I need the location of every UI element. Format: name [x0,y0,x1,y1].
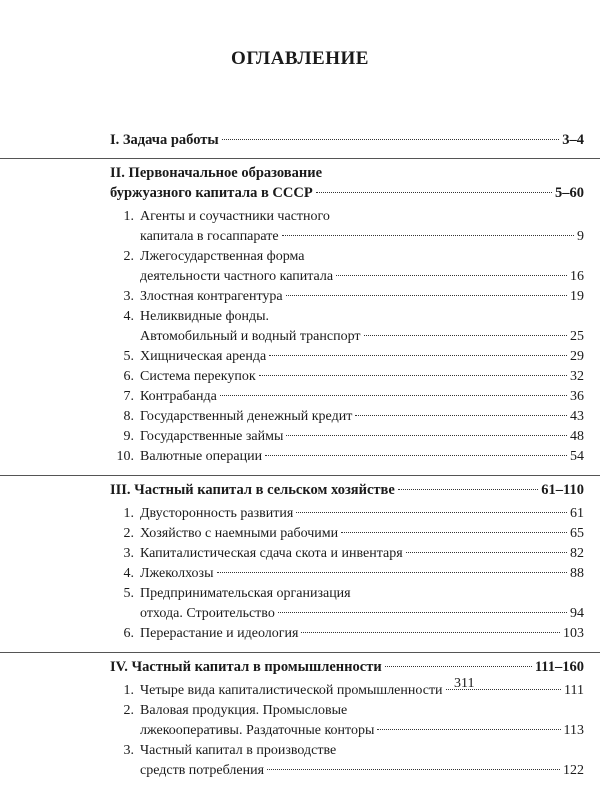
entry-number: 10. [116,449,134,464]
entry-number: 4. [123,566,134,581]
chapter-title-line [110,659,584,679]
entry-title: капитала в госаппарате [140,229,279,244]
toc-chapter [0,126,600,158]
entry-title: отхода. Строительство [140,606,275,621]
dot-leader [406,552,567,553]
entry-number: 1. [123,506,134,521]
entry-page: 19 [570,289,584,304]
chapter-title-text: III. Частный капитал в сельском хозяйстве [110,482,395,498]
page-title: ОГЛАВЛЕНИЕ [231,48,369,69]
toc-entry-line [110,526,584,546]
toc-entry-line [110,369,584,389]
entry-title: Перерастание и идеология [140,626,299,641]
chapter-page-range: 61–110 [541,482,584,498]
toc-entry-line [110,329,584,349]
entry-page: 111 [564,683,584,698]
dot-leader [269,355,567,356]
entry-page: 122 [563,763,584,778]
table-of-contents [0,126,600,789]
entry-title: Четыре вида капиталистической промышленности [140,683,443,698]
dot-leader [398,489,538,490]
dot-leader [259,375,567,376]
entry-page: 65 [570,526,584,541]
chapter-title-line [110,482,584,502]
toc-entry-line [110,409,584,429]
dot-leader [341,532,567,533]
dot-leader [267,769,560,770]
toc-entry-line [110,743,584,763]
chapter-title-text: IV. Частный капитал в промышленности [110,659,382,675]
entry-page: 36 [570,389,584,404]
chapter-title-text: II. Первоначальное образование [110,165,323,181]
entry-number: 2. [123,703,134,718]
entry-page: 113 [563,723,584,738]
entry-number: 4. [123,309,134,324]
entry-page: 88 [570,566,584,581]
entry-page: 61 [570,506,584,521]
dot-leader [301,632,560,633]
dot-leader [355,415,567,416]
entry-number: 7. [123,389,134,404]
entry-title: средств потребления [140,763,265,778]
entry-page: 48 [570,429,584,444]
entry-title: Двусторонность развития [140,506,294,521]
entry-number: 1. [123,209,134,224]
entry-page: 54 [570,449,584,464]
toc-entry-line [110,586,584,606]
entry-title: Агенты и соучастники частного [140,209,330,224]
toc-entry-line [110,683,584,703]
entry-title: деятельности частного капитала [140,269,334,284]
entry-number: 3. [123,743,134,758]
toc-entry-line [110,289,584,309]
entry-title: Система перекупок [140,369,256,384]
toc-entry-line [110,449,584,469]
entry-number: 2. [123,249,134,264]
toc-entry-line [110,349,584,369]
entry-title: Капиталистическая сдача скота и инвентаря [140,546,403,561]
dot-leader [278,612,567,613]
chapter-title-text: I. Задача работы [110,132,219,148]
dot-leader [282,235,574,236]
page-number: 311 [454,676,475,691]
entry-page: 82 [570,546,584,561]
dot-leader [377,729,560,730]
entry-title: Валовая продукция. Промысловые [140,703,348,718]
entry-number: 8. [123,409,134,424]
entry-title: Лжеколхозы [140,566,214,581]
entry-title: Злостная контрагентура [140,289,283,304]
entry-title: Предпринимательская организация [140,586,351,601]
entry-title: лжекооперативы. Раздаточные конторы [140,723,375,738]
entry-page: 32 [570,369,584,384]
dot-leader [265,455,567,456]
entry-number: 5. [123,349,134,364]
chapter-page-range: 3–4 [562,132,584,148]
toc-entry-line [110,269,584,289]
dot-leader [364,335,567,336]
dot-leader [217,572,568,573]
entry-number: 6. [123,369,134,384]
toc-entry-line [110,763,584,783]
dot-leader [296,512,567,513]
entry-title: Валютные операции [140,449,263,464]
toc-chapter [0,158,600,475]
entry-number: 2. [123,526,134,541]
toc-chapter [0,475,600,652]
entry-title: Хозяйство с наемными рабочими [140,526,339,541]
toc-entry-line [110,626,584,646]
entry-title: Контрабанда [140,389,217,404]
entry-page: 43 [570,409,584,424]
dot-leader [220,395,567,396]
entry-number: 3. [123,289,134,304]
toc-entry-line [110,309,584,329]
entry-number: 5. [123,586,134,601]
entry-title: Государственные займы [140,429,284,444]
entry-title: Хищническая аренда [140,349,267,364]
entry-page: 94 [570,606,584,621]
chapter-title-line [110,132,584,152]
entry-page: 16 [570,269,584,284]
entry-title: Частный капитал в производстве [140,743,337,758]
toc-entry-line [110,229,584,249]
toc-entry-line [110,209,584,229]
entry-title: Государственный денежный кредит [140,409,353,424]
toc-entry-line [110,249,584,269]
dot-leader [385,666,532,667]
dot-leader [316,192,552,193]
entry-title: Лжегосударственная форма [140,249,305,264]
toc-entry-line [110,723,584,743]
entry-number: 1. [123,683,134,698]
dot-leader [286,435,567,436]
chapter-title-line [110,165,584,185]
entry-title: Автомобильный и водный транспорт [140,329,361,344]
toc-entry-line [110,429,584,449]
dot-leader [286,295,567,296]
dot-leader [336,275,567,276]
entry-title: Неликвидные фонды. [140,309,270,324]
entry-page: 29 [570,349,584,364]
toc-entry-line [110,566,584,586]
chapter-page-range: 111–160 [534,659,584,675]
chapter-title-line [110,185,584,205]
toc-entry-line [110,703,584,723]
toc-chapter [0,652,600,789]
chapter-page-range: 5–60 [555,185,584,201]
entry-page: 103 [563,626,584,641]
toc-entry-line [110,546,584,566]
entry-page: 9 [577,229,584,244]
chapter-title-text: буржуазного капитала в СССР [110,185,313,201]
entry-number: 3. [123,546,134,561]
dot-leader [222,139,560,140]
entry-page: 25 [570,329,584,344]
toc-entry-line [110,606,584,626]
toc-entry-line [110,506,584,526]
toc-entry-line [110,389,584,409]
entry-number: 6. [123,626,134,641]
entry-number: 9. [123,429,134,444]
